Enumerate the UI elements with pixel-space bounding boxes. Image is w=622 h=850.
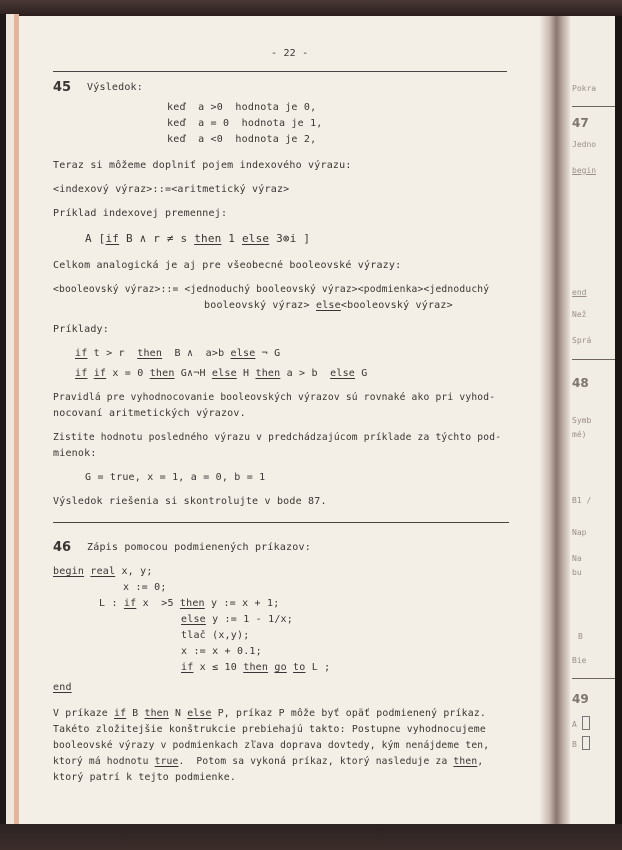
para-part: , xyxy=(477,756,484,767)
keyword-to: to xyxy=(293,662,306,673)
keyword-true: true xyxy=(154,756,179,767)
keyword-begin: begin xyxy=(53,566,85,577)
fragment-box xyxy=(582,716,590,730)
code-part: x, y; xyxy=(115,566,153,577)
syntax-index-expression: <indexový výraz>::=<aritmetický výraz> xyxy=(53,184,290,195)
para-line-3: booleovské výrazy v podmienkach zľava doprava dovtedy, kým nenájdeme ten, xyxy=(53,740,490,751)
para-part: P, príkaz P môže byť opäť podmienený príkaz. xyxy=(211,708,487,719)
fragment-text: Pokra xyxy=(572,84,597,93)
keyword-then: then xyxy=(194,232,222,245)
fragment-text: Sprá xyxy=(572,336,592,345)
para-line-1 xyxy=(53,708,486,719)
para-line-4 xyxy=(53,756,483,767)
rules-line-2: nocovaní aritmetických výrazov. xyxy=(53,408,246,419)
divider-middle xyxy=(53,522,509,523)
code-line-7 xyxy=(181,662,330,673)
keyword-else: else xyxy=(187,708,212,719)
para-line-5: ktorý patrí k tejto podmienke. xyxy=(53,772,236,783)
fragment-text: Symb xyxy=(572,416,592,425)
task-line-1: Zistite hodnotu posledného výrazu v predchádzajúcom príklade za týchto pod- xyxy=(53,432,502,443)
keyword-then: then xyxy=(144,708,169,719)
keyword-if: if xyxy=(113,708,127,719)
left-page xyxy=(19,16,544,824)
case-line-1: keď a >0 hodnota je 0, xyxy=(167,102,317,113)
keyword-if: if xyxy=(75,368,88,379)
expr-part: G∧¬H xyxy=(174,368,212,379)
syntax-part: <booleovský výraz> xyxy=(340,300,453,311)
fragment-section-number: 49 xyxy=(572,692,589,706)
example-expression xyxy=(85,232,310,245)
fragment-text: Na xyxy=(572,554,582,563)
code-line-4 xyxy=(181,614,293,625)
expr-part: 3⊗i ] xyxy=(269,232,311,245)
keyword-then: then xyxy=(137,348,163,359)
code-part: y := x + 1; xyxy=(204,598,280,609)
fragment-text: A xyxy=(572,720,577,729)
right-edge xyxy=(615,16,622,824)
case-line-3: keď a <0 hodnota je 2, xyxy=(167,134,317,145)
keyword-if: if xyxy=(105,232,120,245)
keyword-else: else xyxy=(241,232,270,245)
code-line-5: tlač (x,y); xyxy=(181,630,250,641)
code-part: x ≤ 10 xyxy=(193,662,244,673)
para-part: . Potom sa vykoná príkaz, ktorý nasleduje za xyxy=(178,756,454,767)
fragment-text: mé) xyxy=(572,430,587,439)
fragment-text: Nap xyxy=(572,528,587,537)
code-part: L : xyxy=(99,598,124,609)
expr-part: 1 xyxy=(221,232,242,245)
fragment-text: B1 / xyxy=(572,496,592,505)
code-line-3 xyxy=(99,598,279,609)
code-line-6: x := x + 0.1; xyxy=(181,646,262,657)
bottom-shadow xyxy=(0,824,622,850)
keyword-then: then xyxy=(243,662,269,673)
fragment-text: begin xyxy=(572,166,597,175)
expr-part: a > b xyxy=(280,368,331,379)
syntax-boolean-line-1: <booleovský výraz>::= <jednoduchý booleovský výraz><podmienka><jednoduchý xyxy=(53,284,490,295)
syntax-part: booleovský výraz> xyxy=(204,300,316,311)
fragment-text: Jedno xyxy=(572,140,597,149)
conditions: G = true, x = 1, a = 0, b = 1 xyxy=(85,472,266,483)
keyword-if: if xyxy=(181,662,194,673)
fragment-text: Bie xyxy=(572,656,587,665)
keyword-else: else xyxy=(315,300,341,311)
section-number-45: 45 xyxy=(53,80,72,95)
code-line-1 xyxy=(53,566,153,577)
para-part: ktorý má hodnotu xyxy=(53,756,155,767)
keyword-if: if xyxy=(75,348,88,359)
intro-text: Teraz si môžeme doplniť pojem indexového výrazu: xyxy=(53,160,352,171)
keyword-end: end xyxy=(53,682,72,693)
fragment-text: bu xyxy=(572,568,582,577)
keyword-then: then xyxy=(453,756,478,767)
keyword-then: then xyxy=(149,368,175,379)
para-part: B xyxy=(126,708,145,719)
case-line-2: keď a = 0 hodnota je 1, xyxy=(167,118,323,129)
syntax-boolean-line-2 xyxy=(204,300,453,311)
keyword-else: else xyxy=(330,368,356,379)
keyword-else: else xyxy=(181,614,206,625)
expr-part: ¬ G xyxy=(255,348,281,359)
example-line-2 xyxy=(75,368,367,379)
expr-part: t > r xyxy=(87,348,138,359)
expr-part: B ∧ a>b xyxy=(162,348,231,359)
para-part: V príkaze xyxy=(53,708,114,719)
keyword-else: else xyxy=(211,368,237,379)
section-46-heading: Zápis pomocou podmienených príkazov: xyxy=(87,542,311,553)
fragment-text: B xyxy=(578,632,583,641)
section-45-heading: Výsledok: xyxy=(87,82,143,93)
fragment-section-number: 48 xyxy=(572,376,589,390)
page-number: - 22 - xyxy=(271,48,309,59)
top-shadow xyxy=(0,0,622,16)
code-part: x >5 xyxy=(136,598,180,609)
section-number-46: 46 xyxy=(53,540,72,555)
examples-label: Príklady: xyxy=(53,324,109,335)
task-line-2: mienok: xyxy=(53,448,97,459)
para-part: N xyxy=(168,708,188,719)
keyword-if: if xyxy=(93,368,107,379)
keyword-then: then xyxy=(255,368,281,379)
fragment-text: end xyxy=(572,288,587,297)
rules-line-1: Pravidlá pre vyhodnocovanie booleovských výrazov sú rovnaké ako pri vyhod- xyxy=(53,392,496,403)
example-label: Príklad indexovej premennej: xyxy=(53,208,228,219)
example-line-1 xyxy=(75,348,280,359)
code-line-8 xyxy=(53,682,72,693)
keyword-else: else xyxy=(230,348,256,359)
code-part: L ; xyxy=(305,662,331,673)
expr-part: A [ xyxy=(85,232,106,245)
para-line-2: Takéto zložitejšie konštrukcie prebiehajú takto: Postupne vyhodnocujeme xyxy=(53,724,486,735)
fragment-box xyxy=(582,736,590,750)
code-line-2: x := 0; xyxy=(123,582,167,593)
expr-part: B ∧ r ≠ s xyxy=(119,232,195,245)
keyword-real: real xyxy=(90,566,116,577)
keyword-if: if xyxy=(123,598,137,609)
expr-part: G xyxy=(355,368,368,379)
expr-part: x = 0 xyxy=(106,368,150,379)
keyword-then: then xyxy=(179,598,205,609)
code-part: y := 1 - 1/x; xyxy=(205,614,293,625)
fragment-text: B xyxy=(572,740,577,749)
expr-part: H xyxy=(236,368,256,379)
fragment-section-number: 47 xyxy=(572,116,589,130)
book-gutter xyxy=(540,16,570,824)
divider-top xyxy=(53,71,507,72)
keyword-go: go xyxy=(274,662,287,673)
analog-text: Celkom analogická je aj pre všeobecné booleovské výrazy: xyxy=(53,260,402,271)
check-reference: Výsledok riešenia si skontrolujte v bode 87. xyxy=(53,496,327,507)
fragment-text: Než xyxy=(572,310,587,319)
